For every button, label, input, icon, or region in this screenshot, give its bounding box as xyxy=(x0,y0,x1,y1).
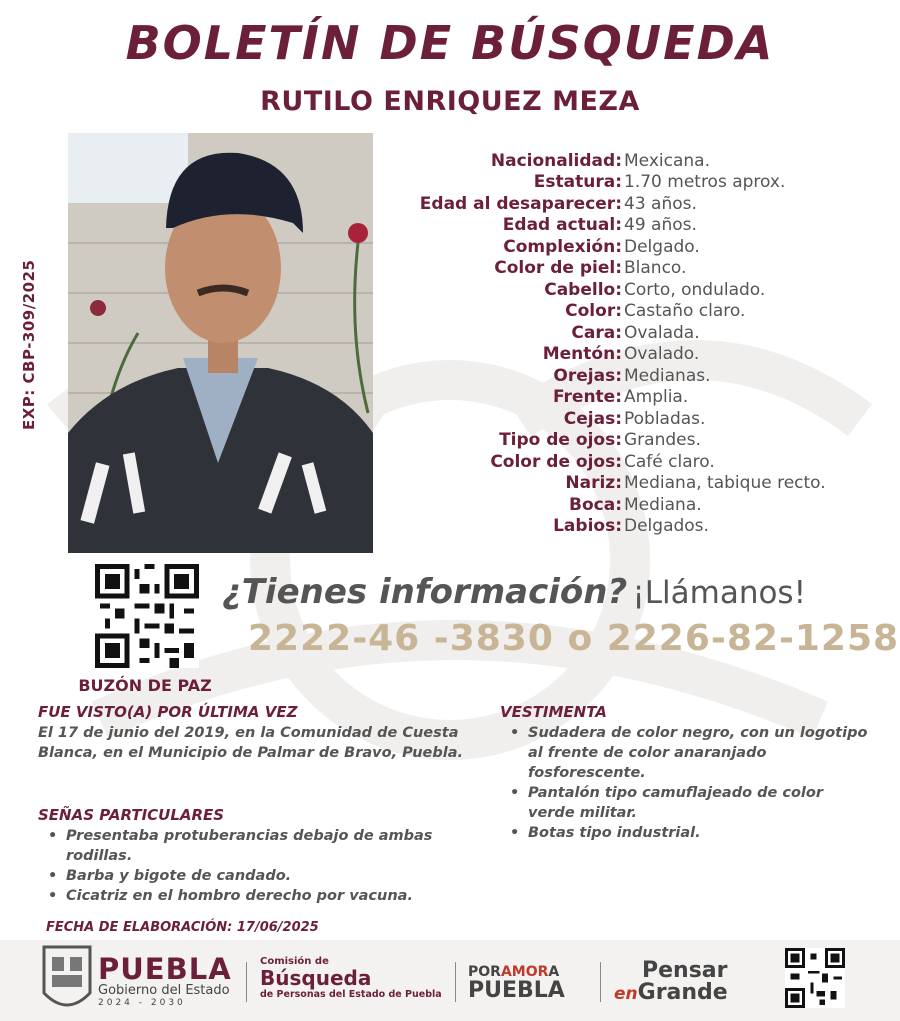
por-amor-a-puebla-logo xyxy=(468,964,565,1002)
detail-label: Color: xyxy=(565,301,622,322)
detail-label: Labios: xyxy=(553,516,622,537)
marks-section xyxy=(38,806,488,906)
detail-value: Mexicana. xyxy=(624,150,710,171)
pensar-line-2: Grande xyxy=(637,980,728,1005)
detail-row xyxy=(380,430,890,452)
puebla-logo-sub: Gobierno del Estado xyxy=(98,983,230,998)
detail-label: Frente: xyxy=(553,387,622,408)
detail-row xyxy=(380,451,890,473)
footer-logos xyxy=(0,940,900,1021)
bulletin-title: BOLETÍN DE BÚSQUEDA xyxy=(125,16,775,70)
detail-row xyxy=(380,387,890,409)
detail-value: Pobladas. xyxy=(624,408,706,429)
comision-line-2: Búsqueda xyxy=(260,966,372,990)
footer-qr-icon[interactable] xyxy=(785,948,845,1008)
detail-label: Tipo de ojos: xyxy=(499,430,622,451)
detail-label: Color de piel: xyxy=(494,258,622,279)
detail-label: Nacionalidad: xyxy=(490,150,622,171)
poramor-por: POR xyxy=(468,964,501,980)
phone-numbers[interactable]: 2222-46 -3830 o 2226-82-1258 xyxy=(248,618,900,659)
detail-row xyxy=(380,322,890,344)
clothing-heading: VESTIMENTA xyxy=(500,703,607,721)
detail-value: Mediana. xyxy=(624,494,702,515)
detail-value: Delgados. xyxy=(624,516,709,537)
question-text: ¿Tienes información? xyxy=(222,572,628,612)
expediente-number: EXP: CBP-309/2025 xyxy=(20,259,38,430)
list-item: • Cicatriz en el hombro derecho por vacuna. xyxy=(38,886,488,906)
detail-label: Nariz: xyxy=(565,473,622,494)
detail-label: Cabello: xyxy=(544,279,622,300)
state-crest-icon xyxy=(40,943,94,1018)
detail-value: Café claro. xyxy=(624,451,715,472)
detail-row xyxy=(380,365,890,387)
puebla-logo-years: 2024 - 2030 xyxy=(98,998,186,1008)
divider xyxy=(246,962,247,1002)
detail-row xyxy=(380,301,890,323)
detail-value: Medianas. xyxy=(624,365,711,386)
detail-value: Amplia. xyxy=(624,387,689,408)
detail-value: Blanco. xyxy=(624,258,687,279)
pensar-en-grande-logo xyxy=(614,960,728,1005)
poramor-a: A xyxy=(548,964,560,980)
detail-value: 1.70 metros aprox. xyxy=(624,172,786,193)
list-item: • Sudadera de color negro, con un logotipo al frente de color anaranjado fosforescente. xyxy=(500,723,870,783)
detail-label: Mentón: xyxy=(542,344,622,365)
detail-label: Estatura: xyxy=(533,172,622,193)
detail-row xyxy=(380,193,890,215)
comision-logo xyxy=(260,956,442,1000)
poramor-puebla: PUEBLA xyxy=(468,978,565,1003)
detail-row xyxy=(380,516,890,538)
marks-heading: SEÑAS PARTICULARES xyxy=(38,806,225,824)
detail-value: Ovalado. xyxy=(624,344,700,365)
detail-label: Edad actual: xyxy=(502,215,622,236)
qr-block xyxy=(70,564,220,695)
detail-label: Edad al desaparecer: xyxy=(419,193,622,214)
marks-list xyxy=(38,826,488,906)
detail-row xyxy=(380,150,890,172)
detail-value: 49 años. xyxy=(624,215,697,236)
detail-label: Cejas: xyxy=(563,408,622,429)
detail-row xyxy=(380,258,890,280)
divider xyxy=(455,962,456,1002)
detail-row xyxy=(380,408,890,430)
detail-value: Corto, ondulado. xyxy=(624,279,766,300)
call-text: ¡Llámanos! xyxy=(632,575,807,611)
detail-row xyxy=(380,215,890,237)
detail-row xyxy=(380,494,890,516)
detail-row xyxy=(380,344,890,366)
clothing-section xyxy=(500,703,870,843)
pensar-line-1: Pensar xyxy=(642,958,728,983)
clothing-list xyxy=(500,723,870,843)
detail-value: Delgado. xyxy=(624,236,700,257)
list-item: • Barba y bigote de candado. xyxy=(38,866,488,886)
detail-label: Cara: xyxy=(571,322,622,343)
list-item: • Pantalón tipo camuflajeado de color verde militar. xyxy=(500,783,870,823)
list-item: • Botas tipo industrial. xyxy=(500,823,870,843)
last-seen-section xyxy=(38,703,488,763)
divider xyxy=(600,962,601,1002)
puebla-logo xyxy=(98,954,232,1009)
qr-code-icon[interactable] xyxy=(95,564,199,668)
detail-value: Castaño claro. xyxy=(624,301,746,322)
puebla-logo-title: PUEBLA xyxy=(98,952,232,986)
detail-value: Mediana, tabique recto. xyxy=(624,473,826,494)
person-name: RUTILO ENRIQUEZ MEZA xyxy=(260,86,640,117)
comision-line-1: Comisión de xyxy=(260,956,329,967)
detail-row xyxy=(380,236,890,258)
person-photo xyxy=(68,133,373,553)
physical-details xyxy=(380,150,890,537)
last-seen-text: El 17 de junio del 2019, en la Comunidad de Cuesta Blanca, en el Municipio de Palmar de Bravo, Puebla. xyxy=(38,725,464,761)
poramor-amor: AMOR xyxy=(500,964,549,980)
detail-label: Boca: xyxy=(569,494,622,515)
detail-label: Orejas: xyxy=(553,365,622,386)
detail-value: Grandes. xyxy=(624,430,701,451)
detail-row xyxy=(380,172,890,194)
detail-label: Complexión: xyxy=(503,236,622,257)
last-seen-heading: FUE VISTO(A) POR ÚLTIMA VEZ xyxy=(38,703,298,721)
detail-value: 43 años. xyxy=(624,193,697,214)
elaboration-date: FECHA DE ELABORACIÓN: 17/06/2025 xyxy=(46,920,319,935)
detail-value: Ovalada. xyxy=(624,322,700,343)
detail-label: Color de ojos: xyxy=(490,451,622,472)
list-item: • Presentaba protuberancias debajo de ambas rodillas. xyxy=(38,826,488,866)
detail-row xyxy=(380,279,890,301)
buzon-de-paz-label: BUZÓN DE PAZ xyxy=(78,676,212,695)
pensar-en: en xyxy=(614,984,638,1004)
detail-row xyxy=(380,473,890,495)
comision-line-3: de Personas del Estado de Puebla xyxy=(260,989,442,1000)
info-prompt xyxy=(222,572,892,612)
